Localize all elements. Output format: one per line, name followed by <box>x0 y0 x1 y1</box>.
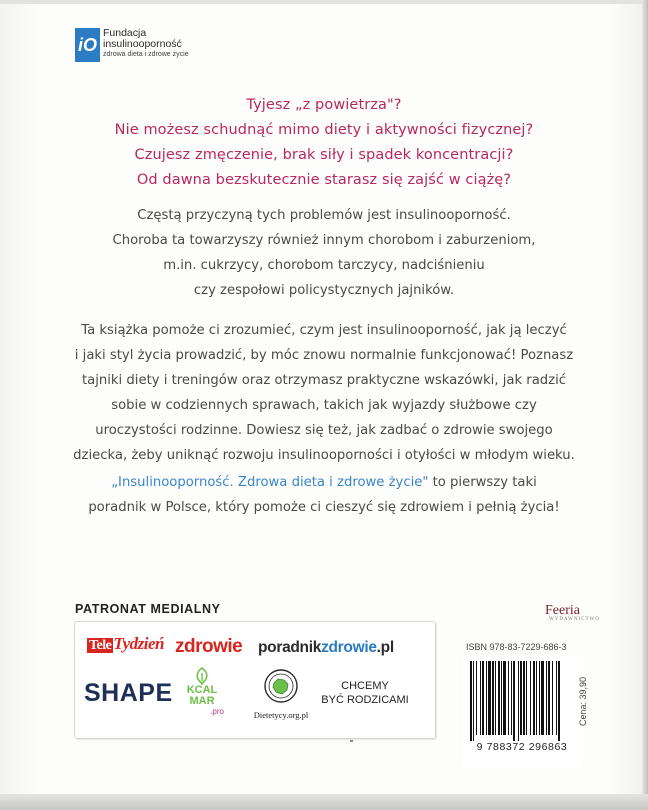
tele-text: Tele <box>89 638 112 653</box>
media-patrons-box <box>74 621 436 739</box>
barcode-bar <box>498 661 500 735</box>
barcode-bar <box>520 661 522 735</box>
paragraph2-line: tajniki diety i treningów oraz otrzymasz praktyczne wskazówki, jak radzić <box>81 373 566 388</box>
barcode-bar <box>523 661 525 735</box>
paragraph2-line: uroczystości rodzinne. Dowiesz się też, jak zadbać o zdrowie swojego <box>95 423 553 438</box>
publisher-logo <box>545 603 600 622</box>
logo-line-3: zdrowa dieta i zdrowe życie <box>103 50 189 58</box>
question-2: Nie możesz schudnąć mimo diety i aktywności fizycznej? <box>114 122 534 138</box>
question-3: Czujesz zmęczenie, brak siły i spadek koncentracji? <box>134 147 514 163</box>
barcode-bar <box>530 661 531 735</box>
media-patronage-label: PATRONAT MEDIALNY <box>75 602 221 616</box>
io-logo-icon: iO <box>75 28 100 62</box>
tydzien-text: Tydzień <box>113 634 165 653</box>
kcalmar-icon <box>192 667 212 685</box>
publisher-name: Feeria <box>545 603 580 618</box>
cover-edge-top <box>0 0 648 4</box>
shape-logo: SHAPE <box>84 679 173 707</box>
barcode-bar <box>536 661 537 735</box>
barcode-bar <box>501 661 502 735</box>
price-label: Cena: 39,90 <box>578 676 588 726</box>
barcode-bar <box>473 661 474 741</box>
poradnik-text-a: poradnik <box>258 639 322 656</box>
barcode-number: 9 788372 296863 <box>476 741 568 753</box>
dietetycy-text: Dietetycy.org.pl <box>253 710 309 720</box>
paragraph2-line: sobie w codziennych sprawach, takich jak wyjazdy służbowe czy <box>111 398 537 413</box>
question-1: Tyjesz „z powietrza"? <box>246 97 402 113</box>
paragraph3-rest: to pierwszy taki <box>428 475 537 490</box>
barcode-bar <box>533 661 535 735</box>
barcode-bar <box>486 661 487 735</box>
paragraph3-line-2: poradnik w Polsce, który pomoże ci cieszyć się zdrowiem i pełnią życia! <box>88 500 560 515</box>
teletydzien-logo <box>87 634 164 654</box>
poradnikzdrowie-logo <box>258 639 394 657</box>
barcode-bar <box>513 661 515 741</box>
barcode-bar <box>476 661 477 735</box>
barcode-bar <box>556 661 557 735</box>
logo-line-2: insulinooporność <box>103 38 182 51</box>
barcode-bar <box>526 661 527 735</box>
isbn-text: ISBN 978-83-7229-686-3 <box>466 642 567 652</box>
paragraph2-line: Ta książka pomoże ci zrozumieć, czym jest insulinooporność, jak ją leczyć <box>81 323 567 338</box>
paragraph1-line: Częstą przyczyną tych problemów jest insulinooporność. <box>137 208 511 223</box>
print-mark <box>350 740 353 742</box>
barcode-bar <box>518 661 519 741</box>
pro-text: .pro <box>210 707 224 716</box>
barcode-bar <box>508 661 509 735</box>
logo-line-1: Fundacja <box>103 27 147 39</box>
questions-block <box>60 93 588 193</box>
mar-text: MAR <box>189 695 215 707</box>
paragraph3-line-1 <box>58 470 590 495</box>
barcode-bar <box>511 661 512 735</box>
publisher-sub: WYDAWNICTWO <box>549 617 600 622</box>
question-4: Od dawna bezskutecznie starasz się zajść w ciążę? <box>136 172 512 188</box>
dietetycy-logo <box>248 668 314 720</box>
zdrowie-logo: zdrowie <box>175 636 243 657</box>
barcode-bar <box>482 661 484 735</box>
kcalmar-logo <box>180 667 224 729</box>
paragraph-book-description <box>58 318 590 468</box>
barcode-bar <box>541 661 544 735</box>
poradnik-text-b: zdrowie <box>321 639 377 656</box>
barcode-bar <box>539 661 540 735</box>
chcemy-line-1: CHCEMY <box>341 680 389 692</box>
poradnik-text-c: .pl <box>376 639 394 656</box>
barcode-bar <box>558 661 560 741</box>
paragraph2-line: i jaki styl życia prowadzić, by móc znowu normalnie funkcjonować! Poznasz <box>74 348 574 363</box>
paragraph-title-claim <box>58 470 590 520</box>
foundation-logo <box>75 28 189 62</box>
barcode-icon <box>468 661 576 741</box>
foundation-logo-text <box>103 28 189 58</box>
chcemy-line-2: BYĆ RODZICAMI <box>321 694 409 706</box>
book-title-highlight: „Insulinooporność. Zdrowa dieta i zdrowe życie" <box>111 475 429 490</box>
paragraph-problems <box>60 203 588 303</box>
paragraph1-line: czy zespołowi policystycznych jajników. <box>193 283 455 298</box>
barcode-bar <box>495 661 496 735</box>
dietetycy-icon <box>263 668 299 704</box>
paragraph1-line: Choroba ta towarzyszy również innym chorobom i zaburzeniom, <box>112 233 536 248</box>
barcode-bar <box>480 661 481 735</box>
barcode-bar <box>492 661 494 735</box>
cover-edge-right <box>642 0 648 810</box>
cover-edge-bottom <box>0 794 648 810</box>
barcode-bar <box>503 661 506 735</box>
kcal-text: KCAL <box>186 684 218 696</box>
chcemy-byc-rodzicami-logo <box>320 679 410 707</box>
paragraph2-line: dziecka, żeby uniknąć rozwoju insulinooporności i otyłości w młodym wieku. <box>73 448 575 463</box>
barcode-area <box>462 655 582 767</box>
barcode-bar <box>548 661 550 735</box>
barcode-bar <box>488 661 491 735</box>
barcode-bar <box>470 661 472 741</box>
barcode-bar <box>546 661 547 735</box>
barcode-bar <box>552 661 553 735</box>
paragraph1-line: m.in. cukrzycy, chorobom tarczycy, nadciśnieniu <box>163 258 485 273</box>
